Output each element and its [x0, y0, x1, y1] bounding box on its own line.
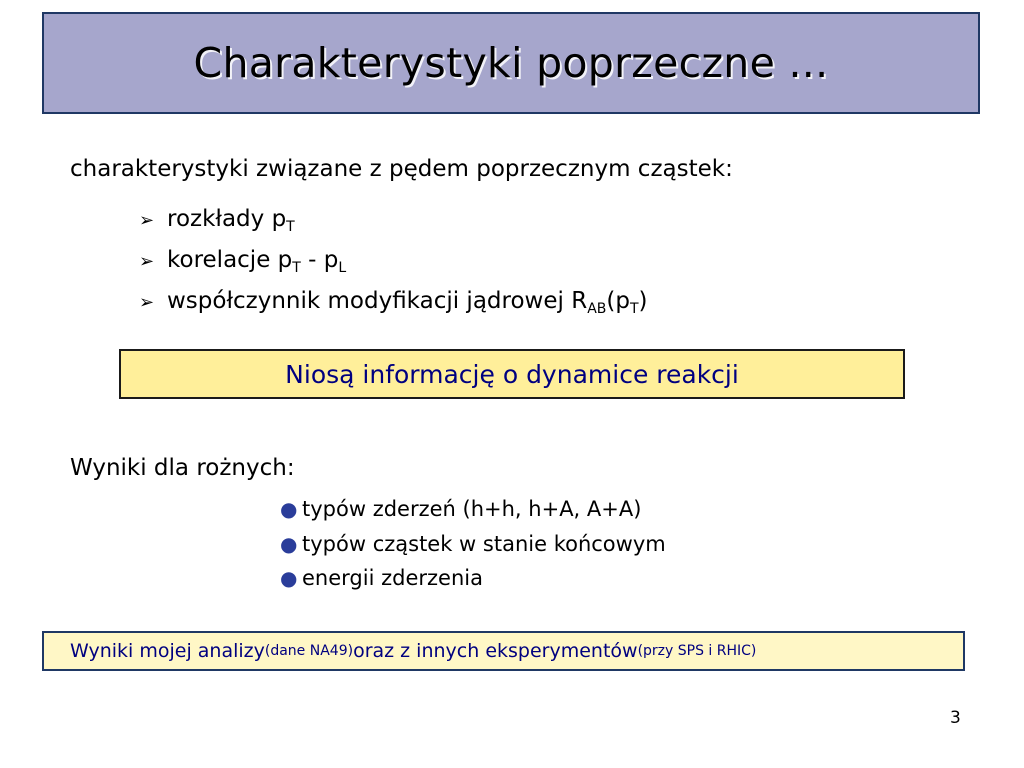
arrow-item-rozklady: ➢ rozkłady $p_T$	[139, 206, 295, 235]
arrow-item-wspolczynnik: ➢ współczynnik modyfikacji jądrowej $R_{AB}(p_T)$	[139, 288, 648, 317]
intro-text: charakterystyki związane z pędem poprzecznym cząstek:	[70, 156, 733, 182]
bullet-item-energia: ● energii zderzenia	[280, 566, 483, 590]
page-number: 3	[950, 708, 961, 728]
dot-bullet-icon: ●	[280, 566, 298, 590]
bullet-item-czastki: ● typów cząstek w stanie końcowym	[280, 532, 666, 556]
dot-bullet-icon: ●	[280, 497, 298, 521]
results-box: Wyniki mojej analizy (dane NA49) oraz z innych eksperymentów (przy SPS i RHIC)	[42, 631, 965, 671]
arrow-bullet-icon: ➢	[139, 251, 155, 272]
highlight-text: Niosą informację o dynamice reakcji	[285, 359, 739, 389]
arrow-bullet-icon: ➢	[139, 292, 155, 313]
dot-bullet-icon: ●	[280, 532, 298, 556]
arrow-item-korelacje: ➢ korelacje $p_T - p_L$	[139, 247, 347, 276]
title-banner	[42, 12, 980, 114]
results-heading: Wyniki dla rożnych:	[70, 455, 295, 481]
arrow-bullet-icon: ➢	[139, 210, 155, 231]
highlight-box	[119, 349, 905, 399]
slide-title: Charakterystyki poprzeczne ...	[193, 39, 829, 87]
bullet-item-zderzenia: ● typów zderzeń (h+h, h+A, A+A)	[280, 497, 642, 521]
